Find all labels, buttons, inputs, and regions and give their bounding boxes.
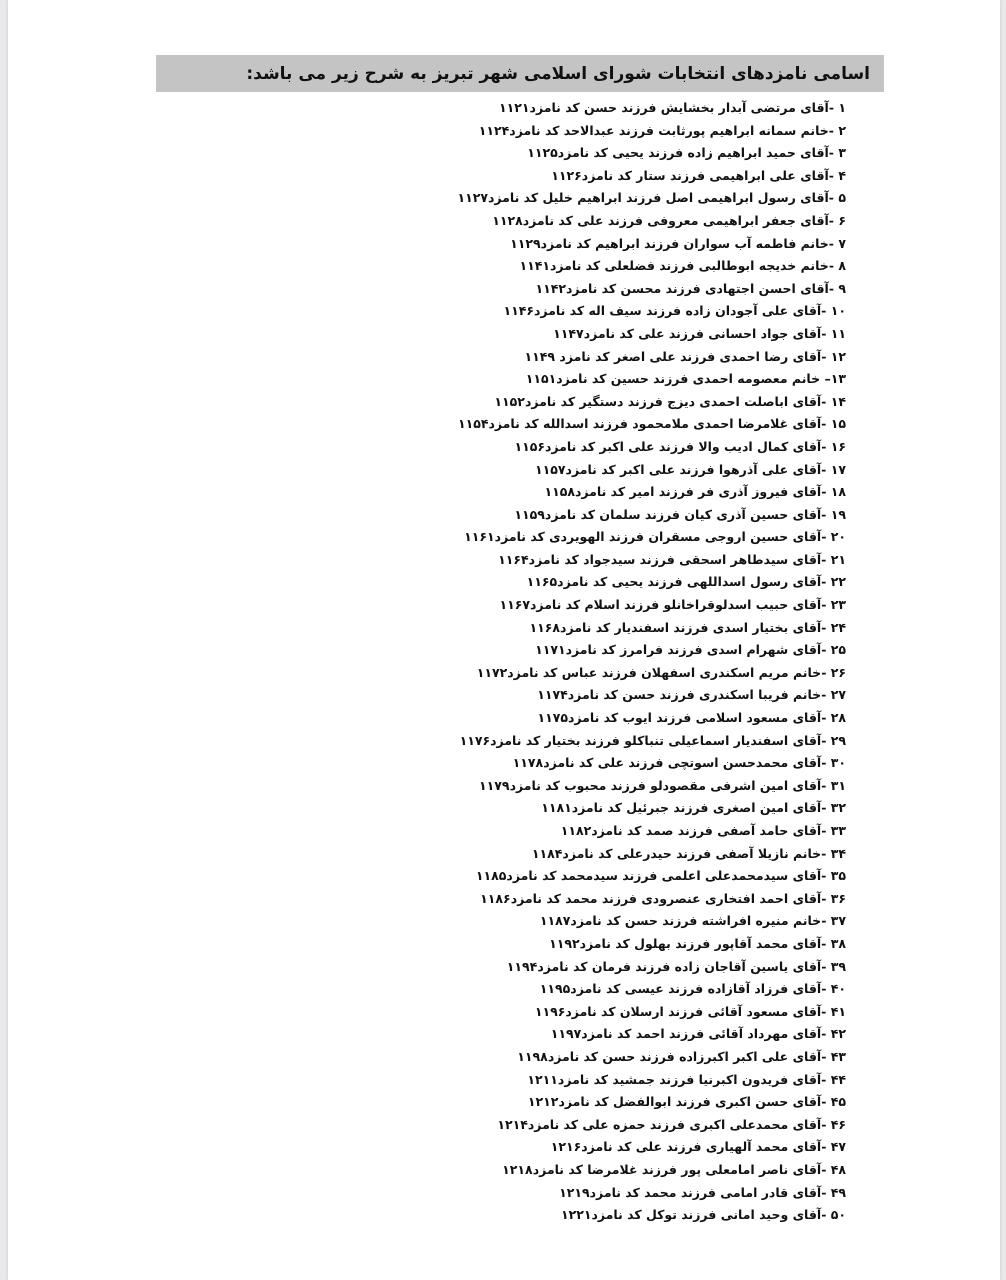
candidate-item: ۳۳ -آقای حامد آصفی فرزند صمد کد نامزد۱۱۸۲ [560,823,846,838]
candidate-item: ۳۷ -خانم منیره افراشته فرزند حسن کد نامزد۱۱۸۷ [539,913,846,929]
candidate-item: ۴۲ -آقای مهرداد آقائی فرزند احمد کد نامزد۱۱۹۷ [550,1026,846,1042]
candidate-item: ۱۹ -آقای حسین آذری کیان فرزند سلمان کد نامزد۱۱۵۹ [514,506,846,522]
candidate-item: ۴۹ -آقای قادر امامی فرزند محمد کد نامزد۱۲۱۹ [559,1184,846,1200]
candidate-item: ۲۵ -آقای شهرام اسدی فرزند فرامرز کد نامزد۱۱۷۱ [535,642,846,658]
candidate-item: ۵ -آقای رسول ابراهیمی اصل فرزند ابراهیم خلیل کد نامزد۱۱۲۷ [457,190,846,206]
candidate-item: ۲۲ -آقای رسول اسداللهی فرزند یحیی کد نامزد۱۱۶۵ [526,574,846,590]
candidate-item: ۲۷ -خانم فریبا اسکندری فرزند حسن کد نامزد۱۱۷۴ [537,687,846,703]
candidate-item: ۹ -آقای احسن اجتهادی فرزند محسن کد نامزد۱۱۴۲ [535,280,846,296]
document-page [8,0,1000,1280]
candidate-item: ۱ -آقای مرتضی آبدار بخشایش فرزند حسن کد نامزد۱۱۲۱ [499,100,846,115]
candidate-list [326,97,846,1227]
document-title: اسامی نامزدهای انتخابات شورای اسلامی شهر تبریز به شرح زیر می باشد: [246,63,870,84]
candidate-item: ۴۱ -آقای مسعود آقائی فرزند ارسلان کد نامزد۱۱۹۶ [534,1003,846,1019]
candidate-item: ۱۸ -آقای فیروز آذری فر فرزند امیر کد نامزد۱۱۵۸ [544,484,846,500]
candidate-item: ۱۱ -آقای جواد احسانی فرزند علی کد نامزد۱۱۴۷ [553,325,846,341]
candidate-item: ۱۰ -آقای علی آجودان زاده فرزند سیف اله کد نامزد۱۱۴۶ [503,303,846,319]
candidate-item: ۶ -آقای جعفر ابراهیمی معروفی فرزند علی کد نامزد۱۱۲۸ [492,212,846,228]
candidate-item: ۱۷ -آقای علی آذرهوا فرزند علی اکبر کد نامزد۱۱۵۷ [535,461,846,477]
candidate-item: ۳۴ -خانم نازیلا آصفی فرزند حیدرعلی کد نامزد۱۱۸۴ [531,845,846,861]
candidate-item: ۳۸ -آقای محمد آقاپور فرزند بهلول کد نامزد۱۱۹۲ [549,935,846,951]
candidate-item: ۲۸ -آقای مسعود اسلامی فرزند ایوب کد نامزد۱۱۷۵ [537,710,846,726]
candidate-item: ۱۵ -آقای غلامرضا احمدی ملامحمود فرزند اسدالله کد نامزد۱۱۵۴ [457,416,846,432]
candidate-item: ۳۹ -آقای یاسین آقاجان زاده فرزند فرمان کد نامزد۱۱۹۴ [506,958,846,974]
candidate-item: ۲ -خانم سمانه ابراهیم پورثابت فرزند عبدالاحد کد نامزد۱۱۲۴ [478,122,846,138]
candidate-item: ۲۳ -آقای حبیب اسدلوقراخانلو فرزند اسلام کد نامزد۱۱۶۷ [499,597,846,613]
candidate-item: ۴۷ -آقای محمد آلهیاری فرزند علی کد نامزد۱۲۱۶ [550,1139,846,1155]
candidate-item: ۳۵ -آقای سیدمحمدعلی اعلمی فرزند سیدمحمد کد نامزد۱۱۸۵ [475,868,846,884]
candidate-item: ۴۶ -آقای محمدعلی اکبری فرزند حمزه علی کد نامزد۱۲۱۴ [497,1116,846,1132]
candidate-item: ۵۰ -آقای وحید امانی فرزند توکل کد نامزد۱۲۲۱ [560,1207,846,1223]
candidate-item: ۱۳– خانم معصومه احمدی فرزند حسین کد نامزد۱۱۵۱ [525,371,846,387]
candidate-item: ۳۶ -آقای احمد افتخاری عنصرودی فرزند محمد کد نامزد۱۱۸۶ [480,890,846,906]
candidate-item: ۱۲ -آقای رضا احمدی فرزند علی اصغر کد نامزد ۱۱۴۹ [524,348,846,364]
candidate-item: ۷ -خانم فاطمه آب سواران فرزند ابراهیم کد نامزد۱۱۲۹ [510,235,846,251]
candidate-item: ۴۴ -آقای فریدون اکبرنیا فرزند جمشید کد نامزد۱۲۱۱ [527,1071,846,1087]
candidate-item: ۳۰ -آقای محمدحسن اسوتچی فرزند علی کد نامزد۱۱۷۸ [512,755,846,771]
candidate-item: ۲۴ -آقای بختیار اسدی فرزند اسفندیار کد نامزد۱۱۶۸ [529,619,846,635]
candidate-item: ۴۸ -آقای ناصر امامعلی پور فرزند غلامرضا کد نامزد۱۲۱۸ [502,1161,846,1177]
candidate-item: ۴ -آقای علی ابراهیمی فرزند ستار کد نامزد۱۱۲۶ [551,167,846,183]
candidate-item: ۸ -خانم خدیجه ابوطالبی فرزند فضلعلی کد نامزد۱۱۴۱ [519,258,846,274]
candidate-item: ۴۰ -آقای فرزاد آقازاده فرزند عیسی کد نامزد۱۱۹۵ [539,981,846,997]
candidate-item: ۳۱ -آقای امین اشرفی مقصودلو فرزند محبوب کد نامزد۱۱۷۹ [479,777,846,793]
candidate-item: ۳ -آقای حمید ابراهیم زاده فرزند یحیی کد نامزد۱۱۲۵ [527,145,846,161]
title-bar [156,55,884,92]
candidate-item: ۳۲ -آقای امین اصغری فرزند جبرئیل کد نامزد۱۱۸۱ [541,800,846,816]
candidate-item: ۱۶ -آقای کمال ادیب والا فرزند علی اکبر کد نامزد۱۱۵۶ [514,438,846,454]
candidate-item: ۴۵ -آقای حسن اکبری فرزند ابوالفضل کد نامزد۱۲۱۲ [527,1094,846,1110]
candidate-item: ۲۱ -آقای سیدطاهر اسحقی فرزند سیدجواد کد نامزد۱۱۶۴ [498,551,846,567]
candidate-item: ۲۰ -آقای حسین اروجی مسقران فرزند الهویردی کد نامزد۱۱۶۱ [464,529,846,545]
candidate-item: ۱۴ -آقای اباصلت احمدی دیزج فرزند دستگیر کد نامزد۱۱۵۲ [494,393,846,409]
candidate-item: ۲۹ -آقای اسفندیار اسماعیلی تنباکلو فرزند بختیار کد نامزد۱۱۷۶ [459,732,846,748]
candidate-item: ۲۶ -خانم مریم اسکندری اسفهلان فرزند عباس کد نامزد۱۱۷۲ [476,664,846,680]
candidate-item: ۴۳ -آقای علی اکبر اکبرزاده فرزند حسن کد نامزد۱۱۹۸ [517,1048,846,1064]
